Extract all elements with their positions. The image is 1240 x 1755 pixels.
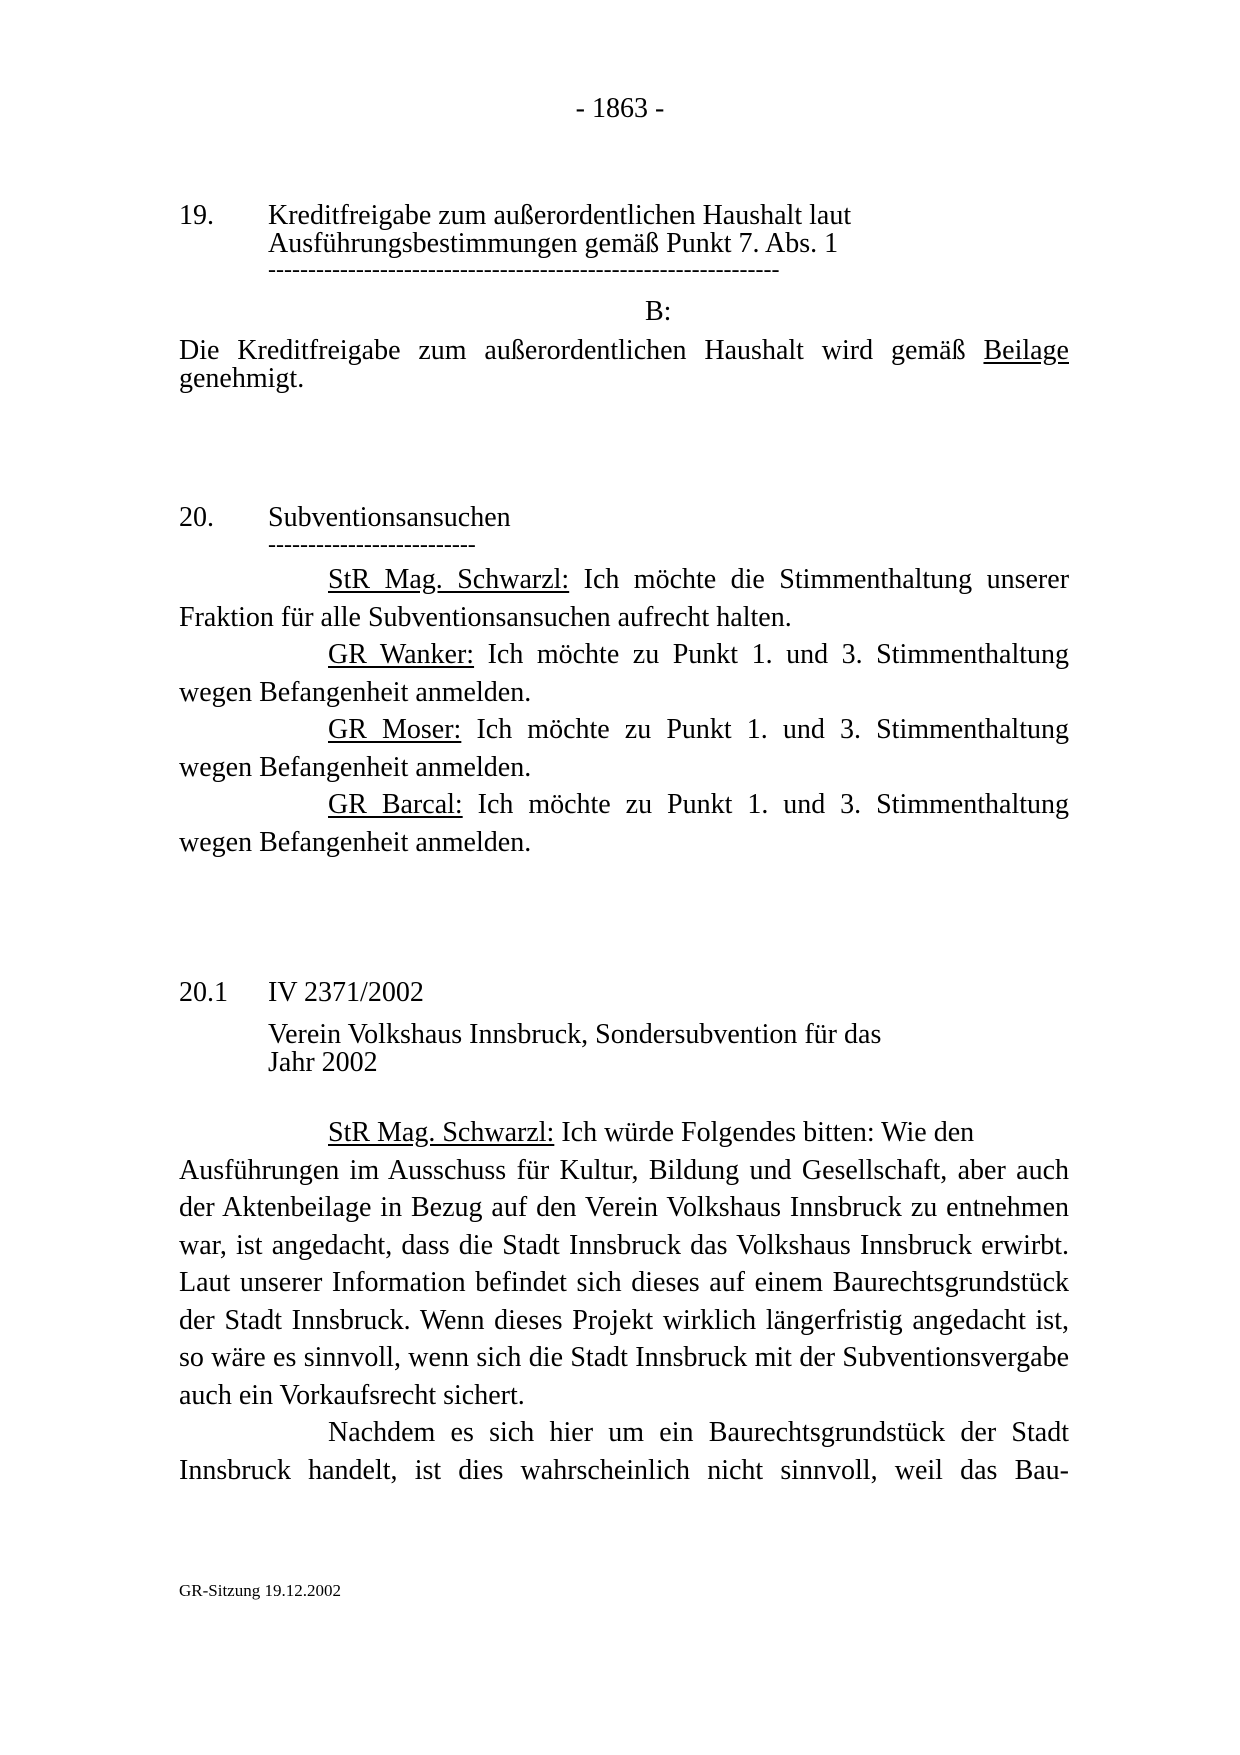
item-19-resolution-line-1 [179,337,1069,365]
statement-text-rest: Fraktion für alle Subventionsansuchen aufrecht halten. [179,601,792,633]
statement-text: Ich möchte zu Punkt 1. und 3. Stimmenthaltung [487,639,1070,670]
statement-schwarzl-1 [179,561,1069,636]
item-20-number: 20. [179,502,214,533]
item-20-separator: -------------------------- [268,533,476,557]
statement-text-rest: Ausführungen im Ausschuss für Kultur, Bildung und Gesellschaft, aber auch der Aktenbeilage in Bezug auf den Verein Volkshaus Innsbruck zu entnehmen war, ist angedacht, dass die Stadt Innsbruck das Volkshaus Innsbruck erwirbt. Laut unserer Information befindet sich dieses auf einem Baurechtsgrundstück der Stadt Innsbruck. Wenn dieses Projekt wirklich längerfristig angedacht ist, so wäre es sinnvoll, wenn sich die Stadt Innsbruck mit der Subventionsvergabe auch ein Vorkaufsrecht sichert. [179,1154,1069,1411]
statement-text-rest: wegen Befangenheit anmelden. [179,826,532,858]
item-20-1-reference: IV 2371/2002 [268,977,424,1008]
statement-text: Ich würde Folgendes bitten: Wie den [561,1117,975,1148]
item-20-1-subject-line-1: Verein Volkshaus Innsbruck, Sondersubvention für das [268,1019,882,1050]
statement-text: Ich möchte zu Punkt 1. und 3. Stimmenthaltung [477,789,1070,820]
continuation-rest: Innsbruck handelt, ist dies wahrscheinlich nicht sinnvoll, weil das Bau- [179,1454,1069,1486]
item-20-title: Subventionsansuchen [268,502,511,533]
statement-text: Ich möchte die Stimmenthaltung unserer [583,564,1070,595]
item-19-resolution-text: Die Kreditfreigabe zum außerordentlichen Haushalt wird gemäß [179,335,966,366]
statement-moser [179,711,1069,786]
statement-text: Ich möchte zu Punkt 1. und 3. Stimmenthaltung [476,714,1069,745]
item-19-resolution-label: B: [645,296,672,327]
item-20-1-number: 20.1 [179,977,228,1008]
beilage-link[interactable]: Beilage [983,335,1069,366]
footer: GR-Sitzung 19.12.2002 [179,1581,341,1600]
statement-barcal [179,786,1069,861]
item-19-title-line-2: Ausführungsbestimmungen gemäß Punkt 7. Abs. 1 [268,228,839,259]
statement-schwarzl-2 [179,1114,1069,1414]
item-19-resolution [179,337,1069,393]
item-19-title-line-1: Kreditfreigabe zum außerordentlichen Haushalt laut [268,200,852,231]
continuation-first-line: Nachdem es sich hier um ein Baurechtsgrundstück der Stadt [328,1417,1069,1448]
statement-text-rest: wegen Befangenheit anmelden. [179,751,532,783]
item-20-1-subject-line-2: Jahr 2002 [268,1047,378,1078]
speaker-barcal: GR Barcal: [328,789,463,820]
speaker-schwarzl-2: StR Mag. Schwarzl: [328,1117,555,1148]
speaker-moser: GR Moser: [328,714,462,745]
speaker-schwarzl: StR Mag. Schwarzl: [328,564,570,595]
item-19-separator: ---------------------------------------------------------------- [268,258,780,282]
item-19-resolution-end: genehmigt. [179,363,305,394]
continuation-paragraph [179,1414,1069,1489]
item-19-number: 19. [179,200,214,231]
speaker-wanker: GR Wanker: [328,639,475,670]
page-number: - 1863 - [575,93,665,124]
statement-wanker [179,636,1069,711]
statement-text-rest: wegen Befangenheit anmelden. [179,676,532,708]
